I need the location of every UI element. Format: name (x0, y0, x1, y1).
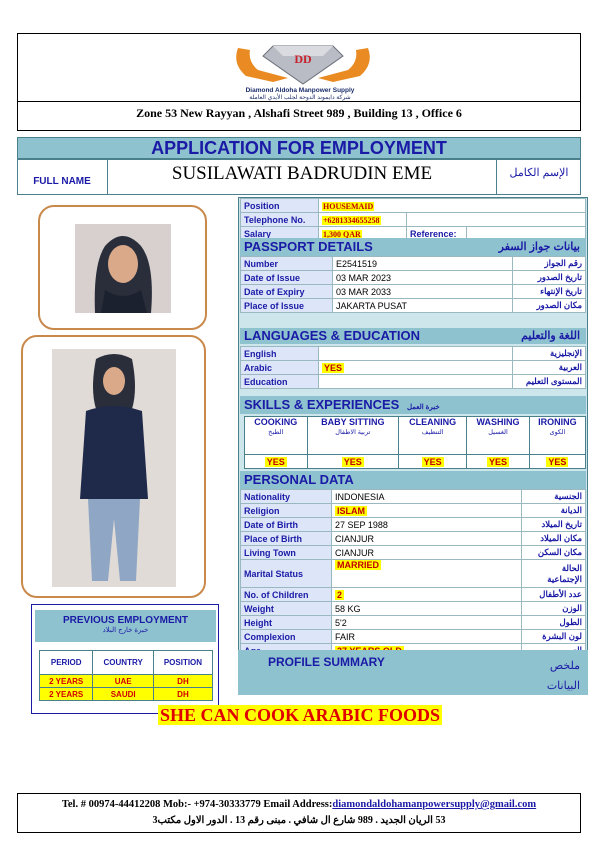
personal-heading-text: PERSONAL DATA (244, 472, 354, 487)
table-row (241, 375, 586, 389)
column-header-country: COUNTRY (93, 651, 153, 675)
profile-summary-value: SHE CAN COOK ARABIC FOODS (159, 705, 441, 725)
skill-name-ar: التنظيف (421, 429, 444, 436)
date-of-birth-label-ar: تاريخ الميلاد (522, 518, 586, 532)
english-label-ar: الإنجليزية (513, 347, 586, 361)
date-of-expiry-label: Date of Expiry (241, 285, 333, 299)
religion-label-ar: الديانة (522, 504, 586, 518)
skill-name: COOKING (254, 417, 298, 427)
skill-value-cell (245, 455, 308, 469)
personal-data-heading (240, 471, 586, 489)
skills-table (244, 416, 586, 469)
marital-status-label: Marital Status (241, 560, 332, 588)
table-row (241, 490, 586, 504)
skill-ironing (529, 417, 585, 455)
country-cell: UAE (93, 675, 153, 688)
position-cell: DH (153, 688, 212, 701)
column-header-position: POSITION (153, 651, 212, 675)
education-label-ar: المستوى التعليم (513, 375, 586, 389)
skill-washing (467, 417, 530, 455)
height-value: 5'2 (332, 616, 522, 630)
marital-status-label-ar: الحالة الإجتماعية (522, 560, 586, 588)
skill-cleaning (399, 417, 467, 455)
living-town-label-ar: مكان السكن (522, 546, 586, 560)
table-row (241, 560, 586, 588)
passport-number-label: Number (241, 257, 333, 271)
footer-email-link[interactable]: diamondaldohamanpowersupply@gmail.com (332, 799, 537, 810)
religion-value: ISLAM (337, 505, 365, 516)
skill-name-ar: تربية الاطفال (335, 429, 371, 436)
table-row (241, 532, 586, 546)
skill-name-ar: الغسيل (488, 429, 508, 436)
column-header-period: PERIOD (40, 651, 93, 675)
skill-name: WASHING (476, 417, 520, 427)
children-label: No. of Children (241, 588, 332, 602)
date-of-issue-label-ar: تاريخ الصدور (513, 271, 586, 285)
skill-value-cell (399, 455, 467, 469)
place-of-issue-label-ar: مكان الصدور (513, 299, 586, 313)
profile-summary-heading: PROFILE SUMMARY (268, 655, 385, 669)
date-of-issue-label: Date of Issue (241, 271, 333, 285)
passport-details-heading (240, 238, 586, 256)
skill-name: IRONING (538, 417, 577, 427)
nationality-value: INDONESIA (332, 490, 522, 504)
passport-table (240, 256, 586, 313)
personal-data-table (240, 489, 586, 658)
table-row (241, 588, 586, 602)
arabic-value-cell (319, 361, 513, 375)
weight-label-ar: الوزن (522, 602, 586, 616)
table-row (241, 199, 586, 213)
complexion-label-ar: لون البشرة (522, 630, 586, 644)
previous-employment-header (35, 610, 216, 642)
salary-value: 1,300 QAR (323, 229, 361, 239)
arabic-label: Arabic (241, 361, 319, 375)
full-name-value: SUSILAWATI BADRUDIN EME (107, 159, 497, 195)
reference-label: Reference: (407, 227, 467, 241)
table-row (241, 616, 586, 630)
languages-heading-ar: اللغة والتعليم (521, 330, 580, 342)
nationality-label: Nationality (241, 490, 332, 504)
logo-letters: DD (294, 52, 312, 66)
previous-employment-table (39, 650, 213, 701)
table-row (241, 602, 586, 616)
date-of-birth-label: Date of Birth (241, 518, 332, 532)
skill-value: YES (266, 456, 285, 467)
skill-name-ar: الطبخ (268, 429, 284, 436)
skill-cooking (245, 417, 308, 455)
date-of-expiry-value: 03 MAR 2033 (333, 285, 513, 299)
table-row (241, 257, 586, 271)
footer-contact (17, 799, 581, 810)
height-label: Height (241, 616, 332, 630)
table-row (241, 299, 586, 313)
position-value-cell (319, 199, 586, 213)
complexion-label: Complexion (241, 630, 332, 644)
position-label: Position (241, 199, 319, 213)
table-row (241, 504, 586, 518)
table-row (40, 675, 213, 688)
application-title-bar (17, 137, 581, 159)
position-cell: DH (153, 675, 212, 688)
children-label-ar: عدد الأطفال (522, 588, 586, 602)
skill-value: YES (548, 456, 567, 467)
date-of-birth-value: 27 SEP 1988 (332, 518, 522, 532)
country-cell: SAUDI (93, 688, 153, 701)
skill-value-cell (467, 455, 530, 469)
education-label: Education (241, 375, 319, 389)
arabic-label-ar: العربية (513, 361, 586, 375)
table-row (241, 546, 586, 560)
passport-number-label-ar: رقم الجواز (513, 257, 586, 271)
skills-experiences-heading (240, 396, 586, 414)
previous-employment-title-ar: خبرة خارج البلاد (102, 627, 149, 634)
telephone-value-cell (319, 213, 407, 227)
living-town-value: CIANJUR (332, 546, 522, 560)
portrait-photo (75, 224, 171, 313)
table-row (241, 347, 586, 361)
place-of-birth-label-ar: مكان الميلاد (522, 532, 586, 546)
weight-value: 58 KG (332, 602, 522, 616)
table-row (241, 518, 586, 532)
salary-label: Salary (241, 227, 319, 241)
full-body-photo (52, 349, 176, 587)
company-address: Zone 53 New Rayyan , Alshafi Street 989 , Building 13 , Office 6 (136, 106, 462, 120)
arabic-value: YES (324, 362, 343, 373)
skill-name-ar: الكوى (549, 429, 566, 436)
english-label: English (241, 347, 319, 361)
nationality-label-ar: الجنسية (522, 490, 586, 504)
table-row (241, 213, 586, 227)
religion-label: Religion (241, 504, 332, 518)
skill-name: CLEANING (409, 417, 457, 427)
table-row (40, 688, 213, 701)
previous-employment-title: PREVIOUS EMPLOYMENT (62, 615, 188, 626)
table-row (241, 271, 586, 285)
passport-number-value: E2541519 (333, 257, 513, 271)
period-cell: 2 YEARS (40, 688, 93, 701)
place-of-issue-label: Place of Issue (241, 299, 333, 313)
languages-education-heading (240, 328, 586, 344)
date-of-expiry-label-ar: تاريخ الإنتهاء (513, 285, 586, 299)
religion-value-cell (332, 504, 522, 518)
education-value (319, 375, 513, 389)
period-cell: 2 YEARS (40, 675, 93, 688)
place-of-birth-value: CIANJUR (332, 532, 522, 546)
height-label-ar: الطول (522, 616, 586, 630)
telephone-label: Telephone No. (241, 213, 319, 227)
company-logo (228, 36, 378, 88)
telephone-value: +6281334655258 (323, 215, 380, 225)
empty-cell (407, 213, 586, 227)
skill-value-cell (529, 455, 585, 469)
place-of-birth-label: Place of Birth (241, 532, 332, 546)
passport-heading-text: PASSPORT DETAILS (244, 239, 373, 254)
skill-baby-sitting (307, 417, 398, 455)
table-row (241, 630, 586, 644)
job-details-table (240, 198, 586, 241)
skill-name: BABY SITTING (321, 417, 385, 427)
position-value: HOUSEMAID (323, 201, 374, 211)
skill-value: YES (343, 456, 362, 467)
weight-label: Weight (241, 602, 332, 616)
skills-heading-text: SKILLS & EXPERIENCES (244, 397, 400, 412)
children-value-cell (332, 588, 522, 602)
english-value (319, 347, 513, 361)
header-divider (17, 101, 581, 102)
languages-heading-text: LANGUAGES & EDUCATION (244, 328, 420, 343)
living-town-label: Living Town (241, 546, 332, 560)
company-name: Diamond Aldoha Manpower Supply (245, 87, 355, 94)
skill-value-cell (307, 455, 398, 469)
profile-summary-heading-ar: ملخص البيانات (546, 660, 580, 692)
footer-address-ar: 53 الريان الجديد . 989 شارع ال شافي . مبنى رقم 13 . الدور الاول مكتب3 (152, 815, 446, 826)
full-body-photo-frame (21, 335, 206, 598)
marital-status-value-cell (332, 560, 522, 588)
profile-summary-text (0, 705, 600, 726)
skill-value: YES (489, 456, 508, 467)
portrait-photo-frame (38, 205, 207, 330)
footer-contact-text: Tel. # 00974-44412208 Mob:- +974-30333779 Email Address: (61, 799, 333, 810)
full-name-label-ar: الإسم الكامل (509, 167, 569, 179)
application-title: APPLICATION FOR EMPLOYMENT (151, 138, 447, 158)
complexion-value: FAIR (332, 630, 522, 644)
full-name-label: FULL NAME (33, 176, 91, 187)
skills-heading-ar: خبرة العمل (406, 404, 440, 411)
marital-status-value: MARRIED (337, 560, 379, 570)
date-of-issue-value: 03 MAR 2023 (333, 271, 513, 285)
languages-table (240, 346, 586, 389)
children-value: 2 (337, 589, 343, 600)
table-row (241, 361, 586, 375)
passport-heading-ar: بيانات جواز السفر (498, 241, 580, 253)
table-row (241, 285, 586, 299)
company-name-ar: شركة دايموند الدوحة لجلب الأيدي العاملة (249, 95, 351, 101)
skill-value: YES (423, 456, 442, 467)
place-of-issue-value: JAKARTA PUSAT (333, 299, 513, 313)
